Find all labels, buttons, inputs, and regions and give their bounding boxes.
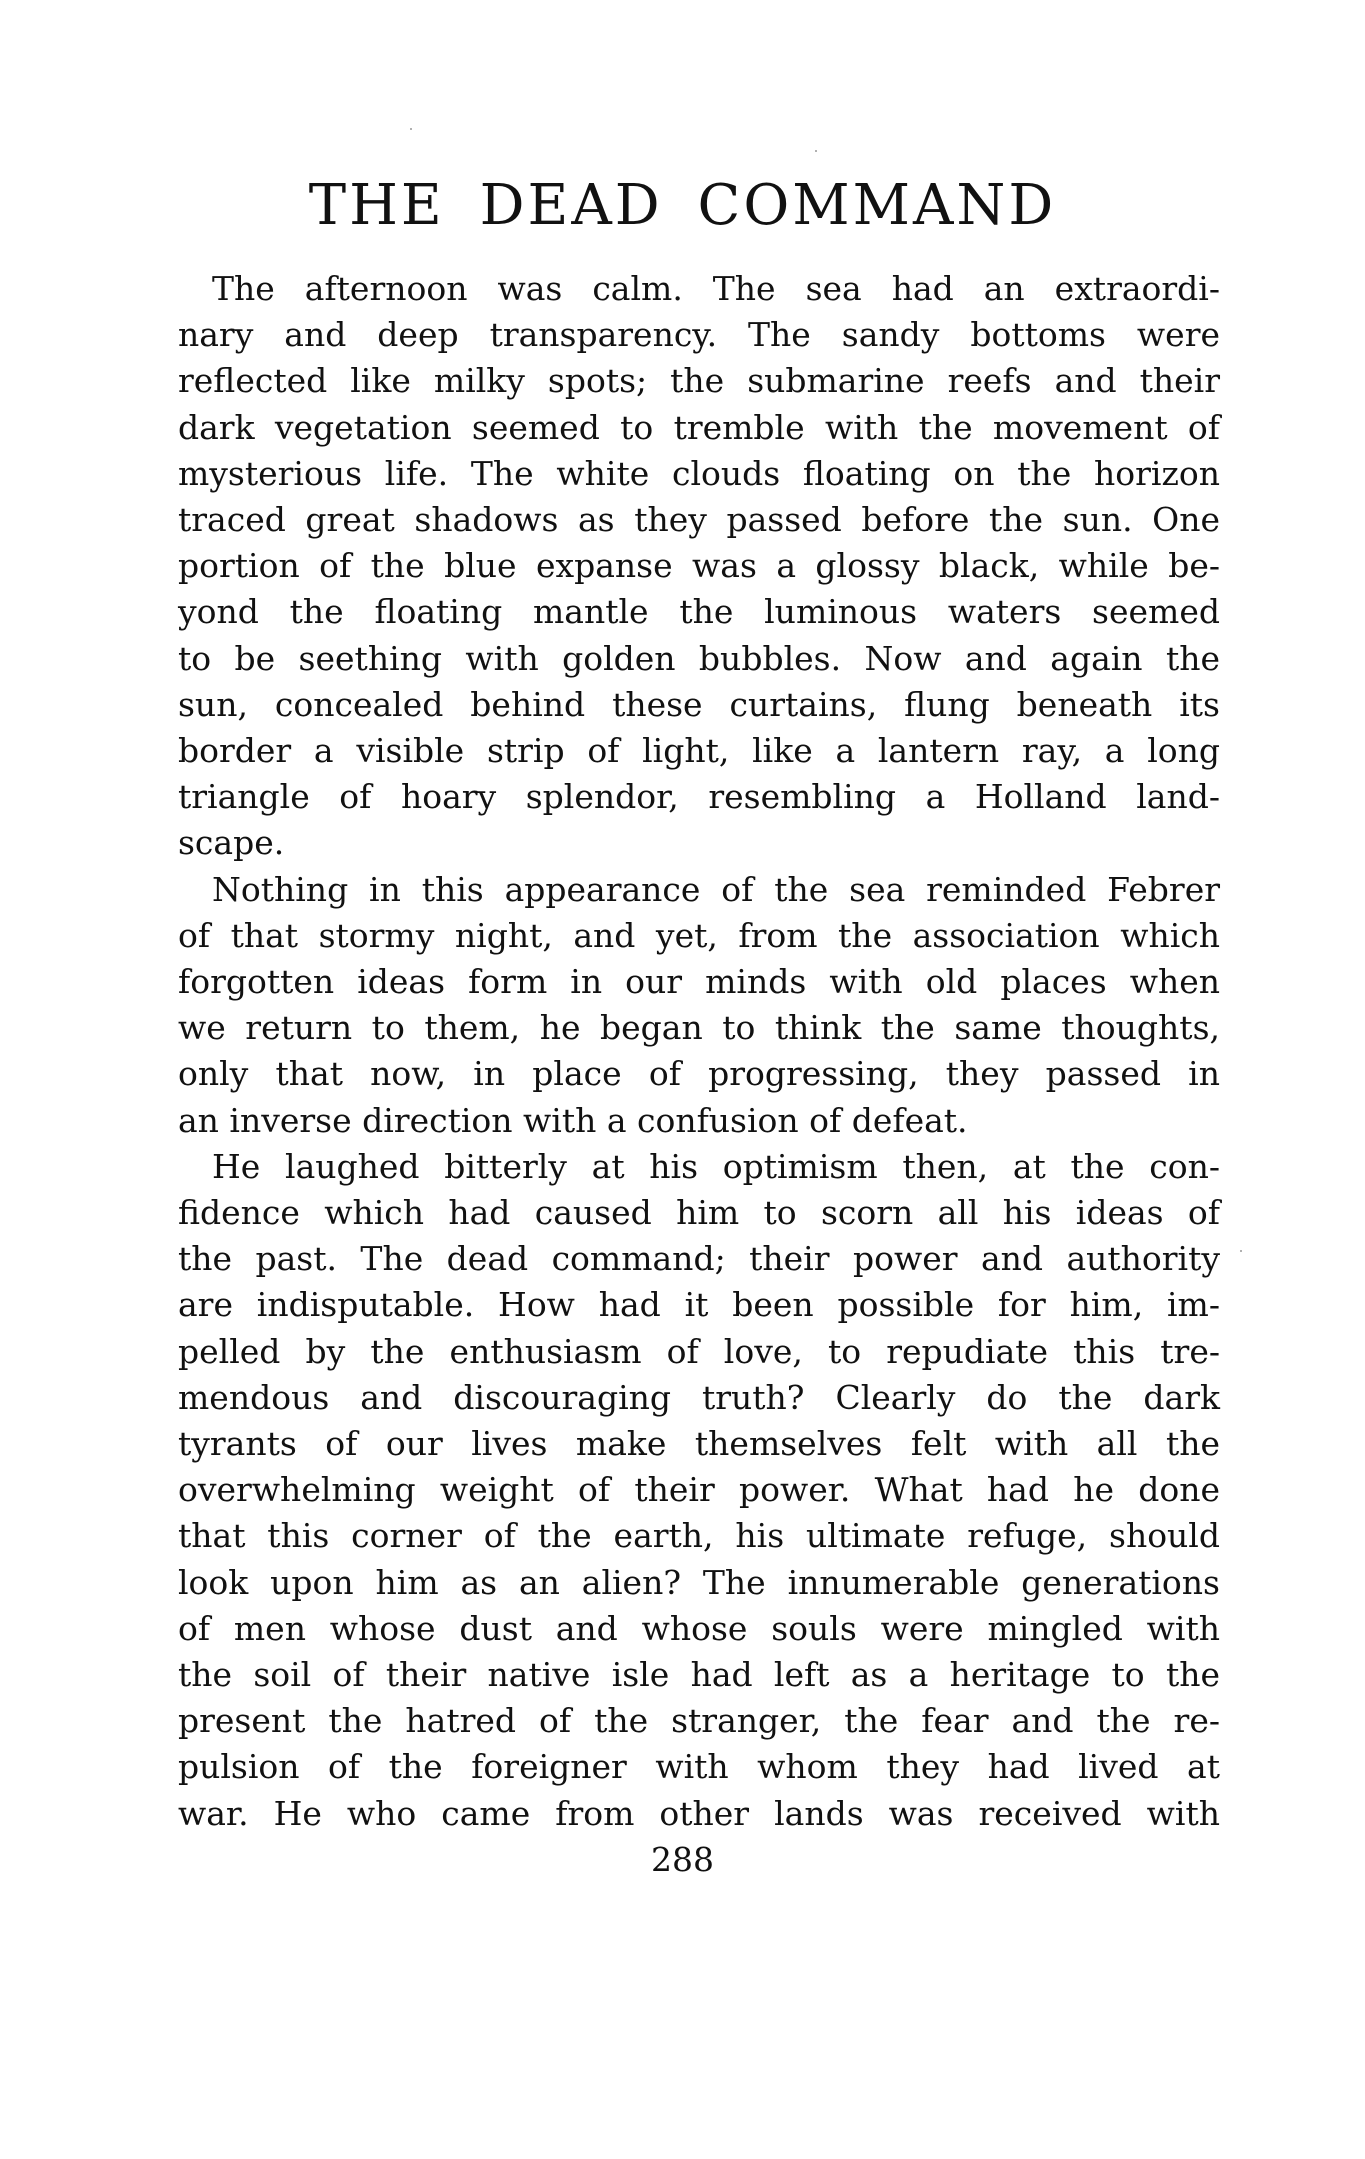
scan-speck [815, 150, 817, 152]
text-line: of men whose dust and whose souls were mingled with [178, 1609, 1220, 1648]
text-line: traced great shadows as they passed before the sun. One [178, 500, 1220, 539]
text-line: reflected like milky spots; the submarine reefs and their [178, 361, 1220, 400]
text-line: are indisputable. How had it been possible for him, im- [178, 1285, 1220, 1324]
text-line: tyrants of our lives make themselves felt with all the [178, 1424, 1220, 1463]
text-line: the past. The dead command; their power and authority [178, 1239, 1220, 1278]
text-line: look upon him as an alien? The innumerable generations [178, 1563, 1220, 1602]
text-line: forgotten ideas form in our minds with old places when [178, 962, 1220, 1001]
text-line: we return to them, he began to think the same thoughts, [178, 1008, 1220, 1047]
text-line: only that now, in place of progressing, they passed in [178, 1054, 1220, 1093]
text-line: mendous and discouraging truth? Clearly do the dark [178, 1378, 1220, 1417]
chapter-title: THE DEAD COMMAND [308, 173, 1057, 238]
text-line: sun, concealed behind these curtains, flung beneath its [178, 685, 1220, 724]
text-line: He laughed bitterly at his optimism then, at the con- [212, 1147, 1220, 1186]
text-line: that this corner of the earth, his ultimate refuge, should [178, 1516, 1220, 1555]
text-line: pulsion of the foreigner with whom they had lived at [178, 1747, 1220, 1786]
text-line: present the hatred of the stranger, the fear and the re- [178, 1701, 1220, 1740]
text-line: portion of the blue expanse was a glossy black, while be- [178, 546, 1220, 585]
text-line: pelled by the enthusiasm of love, to repudiate this tre- [178, 1332, 1220, 1371]
text-line: border a visible strip of light, like a lantern ray, a long [178, 731, 1220, 770]
text-line: of that stormy night, and yet, from the association which [178, 916, 1220, 955]
text-line: overwhelming weight of their power. What had he done [178, 1470, 1220, 1509]
page-number: 288 [651, 1840, 714, 1879]
text-line: to be seething with golden bubbles. Now and again the [178, 639, 1220, 678]
text-line: mysterious life. The white clouds floating on the horizon [178, 454, 1220, 493]
text-line: war. He who came from other lands was received with [178, 1794, 1220, 1833]
scan-speck [410, 128, 412, 130]
text-line: Nothing in this appearance of the sea reminded Febrer [212, 870, 1220, 909]
text-line: yond the floating mantle the luminous waters seemed [178, 592, 1220, 631]
text-line: fidence which had caused him to scorn all his ideas of [178, 1193, 1220, 1232]
scan-speck [1240, 1250, 1242, 1252]
text-line: scape. [178, 823, 285, 862]
text-line: an inverse direction with a confusion of defeat. [178, 1101, 968, 1140]
text-line: The afternoon was calm. The sea had an extraordi- [212, 269, 1220, 308]
text-line: the soil of their native isle had left as a heritage to the [178, 1655, 1220, 1694]
text-line: triangle of hoary splendor, resembling a Holland land- [178, 777, 1220, 816]
text-line: dark vegetation seemed to tremble with the movement of [178, 408, 1220, 447]
text-line: nary and deep transparency. The sandy bottoms were [178, 315, 1220, 354]
